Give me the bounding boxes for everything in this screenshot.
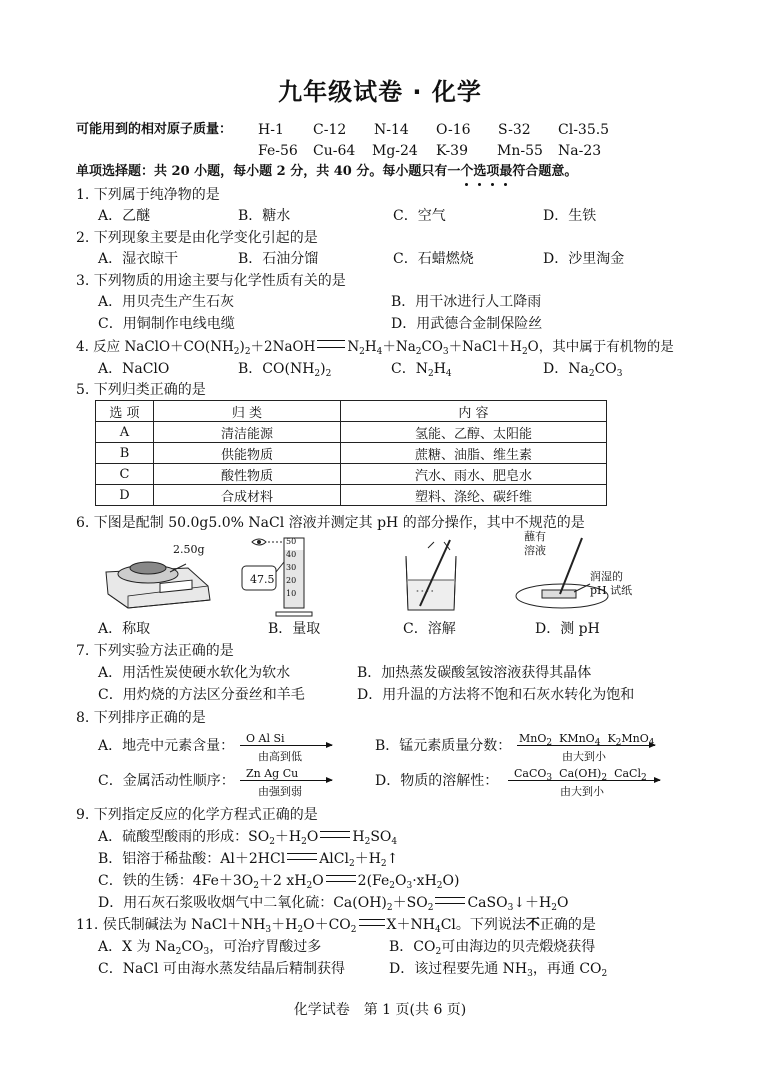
q11-option-a: A．X 为 $Na_2CO_3$，可治疗胃酸过多 bbox=[98, 939, 322, 957]
table-header: 选 项 bbox=[96, 401, 154, 422]
table-cell: C bbox=[96, 464, 154, 485]
q8-option-c: C．金属活动性顺序： bbox=[98, 773, 235, 789]
section-heading: 单项选择题：共 20 小题，每小题 2 分，共 40 分。每小题只有一个选项最符合题意。 bbox=[76, 164, 578, 179]
mass-cu: Cu-64 bbox=[313, 143, 356, 159]
emphasis-dot bbox=[478, 183, 481, 186]
q6-option-d: D．测 pH bbox=[535, 621, 600, 637]
q2-option-d: D．沙里淘金 bbox=[543, 251, 625, 267]
q8-option-b: B．锰元素质量分数： bbox=[375, 738, 512, 754]
mass-k: K-39 bbox=[436, 143, 468, 159]
q7-option-d: D．用升温的方法将不饱和石灰水转化为饱和 bbox=[357, 687, 635, 703]
q11-option-d: D．该过程要先通 $NH_3$，再通 $CO_2$ bbox=[389, 961, 608, 979]
q1-option-a: A．乙醚 bbox=[98, 208, 151, 224]
table-cell: 汽水、雨水、肥皂水 bbox=[341, 464, 607, 485]
emphasis-dot bbox=[465, 183, 468, 186]
table-cell: A bbox=[96, 422, 154, 443]
q8-b-top: MnO$_2$ KMnO$_4$ $K_2MnO_4$ bbox=[519, 732, 655, 748]
classification-table bbox=[95, 400, 607, 506]
table-cell: 供能物质 bbox=[154, 443, 341, 464]
q2-option-c: C．石蜡燃烧 bbox=[393, 251, 474, 267]
q5-stem: 5. 下列归类正确的是 bbox=[76, 382, 206, 398]
q1-option-d: D．生铁 bbox=[543, 208, 597, 224]
q7-option-b: B．加热蒸发碳酸氢铵溶液获得其晶体 bbox=[357, 665, 592, 681]
q1-option-b: B．糖水 bbox=[238, 208, 291, 224]
beaker-illustration bbox=[398, 536, 473, 616]
q4-option-d: D．$Na_2CO_3$ bbox=[543, 361, 623, 379]
table-cell: B bbox=[96, 443, 154, 464]
table-cell: 合成材料 bbox=[154, 485, 341, 506]
q6-option-a: A．称取 bbox=[98, 621, 151, 637]
q4-option-c: C．$N_2H_4$ bbox=[391, 361, 452, 379]
q8-option-a: A．地壳中元素含量： bbox=[98, 738, 235, 754]
q4-option-b: B．$CO(NH_2)_2$ bbox=[238, 361, 332, 379]
q8-d-arrow bbox=[508, 780, 660, 781]
q1-stem: 1. 下列属于纯净物的是 bbox=[76, 187, 220, 203]
q3-option-c: C．用铜制作电线电缆 bbox=[98, 316, 235, 332]
q8-a-arrow bbox=[240, 745, 332, 746]
q9-stem: 9. 下列指定反应的化学方程式正确的是 bbox=[76, 807, 318, 823]
q2-option-a: A．湿衣晾干 bbox=[98, 251, 179, 267]
q8-b-arrow bbox=[517, 745, 655, 746]
page-title: 九年级试卷 · 化学 bbox=[278, 78, 482, 106]
mass-h: H-1 bbox=[258, 122, 284, 138]
table-row bbox=[96, 464, 607, 485]
mass-o: O-16 bbox=[436, 122, 471, 138]
q4-stem: 4. 反应 $NaClO+CO(NH_2)_2+2NaOH$ $N_2H_4+Na_2CO_3+NaCl+H_2O$，其中属于有机物的是 bbox=[76, 339, 674, 357]
mass-cl: Cl-35.5 bbox=[558, 122, 610, 138]
table-header: 归 类 bbox=[154, 401, 341, 422]
q3-option-b: B．用干冰进行人工降雨 bbox=[391, 294, 542, 310]
q9-option-d: D．用石灰石浆吸收烟气中二氧化硫：$Ca(OH)_2+SO_2$ $CaSO_3↓+H_2O$ bbox=[98, 895, 569, 913]
emphasis-dot bbox=[491, 183, 494, 186]
q8-option-d: D．物质的溶解性： bbox=[375, 773, 499, 789]
table-cell: 清洁能源 bbox=[154, 422, 341, 443]
ph-paper-label: 润湿的 pH 试纸 bbox=[590, 570, 633, 597]
q3-option-d: D．用武德合金制保险丝 bbox=[391, 316, 543, 332]
q6-option-c: C．溶解 bbox=[403, 621, 456, 637]
table-cell: 蔗糖、油脂、维生素 bbox=[341, 443, 607, 464]
q8-c-top: Zn Ag Cu bbox=[246, 767, 299, 780]
q2-stem: 2. 下列现象主要是由化学变化引起的是 bbox=[76, 230, 318, 246]
q7-option-c: C．用灼烧的方法区分蚕丝和羊毛 bbox=[98, 687, 305, 703]
q8-d-top: CaCO$_3$ $Ca(OH)_2$ CaCl$_2$ bbox=[514, 767, 647, 783]
q1-option-c: C．空气 bbox=[393, 208, 446, 224]
mass-na: Na-23 bbox=[558, 143, 602, 159]
table-cell: 塑料、涤纶、碳纤维 bbox=[341, 485, 607, 506]
q7-option-a: A．用活性炭使硬水软化为软水 bbox=[98, 665, 291, 681]
q11-option-c: C．NaCl 可由海水蒸发结晶后精制获得 bbox=[98, 961, 345, 977]
mass-mn: Mn-55 bbox=[497, 143, 543, 159]
q11-stem: 11. 侯氏制碱法为 $NaCl+NH_3+H_2O+CO_2$ $X+NH_4Cl$。下列说法不正确的是 bbox=[76, 917, 596, 935]
svg-text:˚ ˚ ˚ ˚: ˚ ˚ ˚ ˚ bbox=[416, 591, 434, 598]
q6-stem: 6. 下图是配制 50.0g5.0% NaCl 溶液并测定其 pH 的部分操作，其中不规范的是 bbox=[76, 515, 585, 531]
q8-c-arrow bbox=[240, 780, 332, 781]
table-cell: D bbox=[96, 485, 154, 506]
table-cell: 氢能、乙醇、太阳能 bbox=[341, 422, 607, 443]
cylinder-reading: 47.5 bbox=[250, 573, 275, 586]
q8-a-top: O Al Si bbox=[246, 732, 285, 745]
table-row bbox=[96, 443, 607, 464]
masses-label: 可能用到的相对原子质量： bbox=[76, 122, 233, 137]
q2-option-b: B．石油分馏 bbox=[238, 251, 319, 267]
q8-b-bottom: 由大到小 bbox=[562, 750, 606, 763]
q8-stem: 8. 下列排序正确的是 bbox=[76, 710, 206, 726]
q7-stem: 7. 下列实验方法正确的是 bbox=[76, 643, 234, 659]
table-header: 内 容 bbox=[341, 401, 607, 422]
q9-option-c: C．铁的生锈：$4Fe+3O_2+2$ $xH_2O$ $2(Fe_2O_3\cdot xH_2O)$ bbox=[98, 873, 460, 891]
q9-option-b: B．铝溶于稀盐酸：Al＋2HCl $AlCl_2+H_2↑$ bbox=[98, 851, 399, 869]
q3-option-a: A．用贝壳生产生石灰 bbox=[98, 294, 235, 310]
mass-s: S-32 bbox=[498, 122, 531, 138]
q8-a-bottom: 由高到低 bbox=[258, 750, 302, 763]
emphasis-dot bbox=[504, 183, 507, 186]
q8-c-bottom: 由强到弱 bbox=[258, 785, 302, 798]
mass-mg: Mg-24 bbox=[372, 143, 418, 159]
dip-label: 蘸有 溶液 bbox=[524, 530, 546, 557]
q11-option-b: B．$CO_2$可由海边的贝壳煅烧获得 bbox=[389, 939, 596, 957]
table-header-row bbox=[96, 401, 607, 422]
q6-option-b: B．量取 bbox=[268, 621, 321, 637]
cylinder-scale: 50 40 30 20 10 bbox=[286, 537, 297, 598]
table-cell: 酸性物质 bbox=[154, 464, 341, 485]
table-row bbox=[96, 422, 607, 443]
q8-d-bottom: 由大到小 bbox=[560, 785, 604, 798]
q9-option-a: A．硫酸型酸雨的形成：$SO_2+H_2O$ $H_2SO_4$ bbox=[98, 829, 398, 847]
q4-option-a: A．NaClO bbox=[98, 361, 170, 377]
mass-n: N-14 bbox=[374, 122, 409, 138]
balance-reading: 2.50g bbox=[173, 543, 205, 556]
page-footer: 化学试卷 第 1 页(共 6 页) bbox=[293, 1002, 467, 1018]
mass-c: C-12 bbox=[313, 122, 347, 138]
table-row bbox=[96, 485, 607, 506]
q3-stem: 3. 下列物质的用途主要与化学性质有关的是 bbox=[76, 273, 346, 289]
mass-fe: Fe-56 bbox=[258, 143, 298, 159]
